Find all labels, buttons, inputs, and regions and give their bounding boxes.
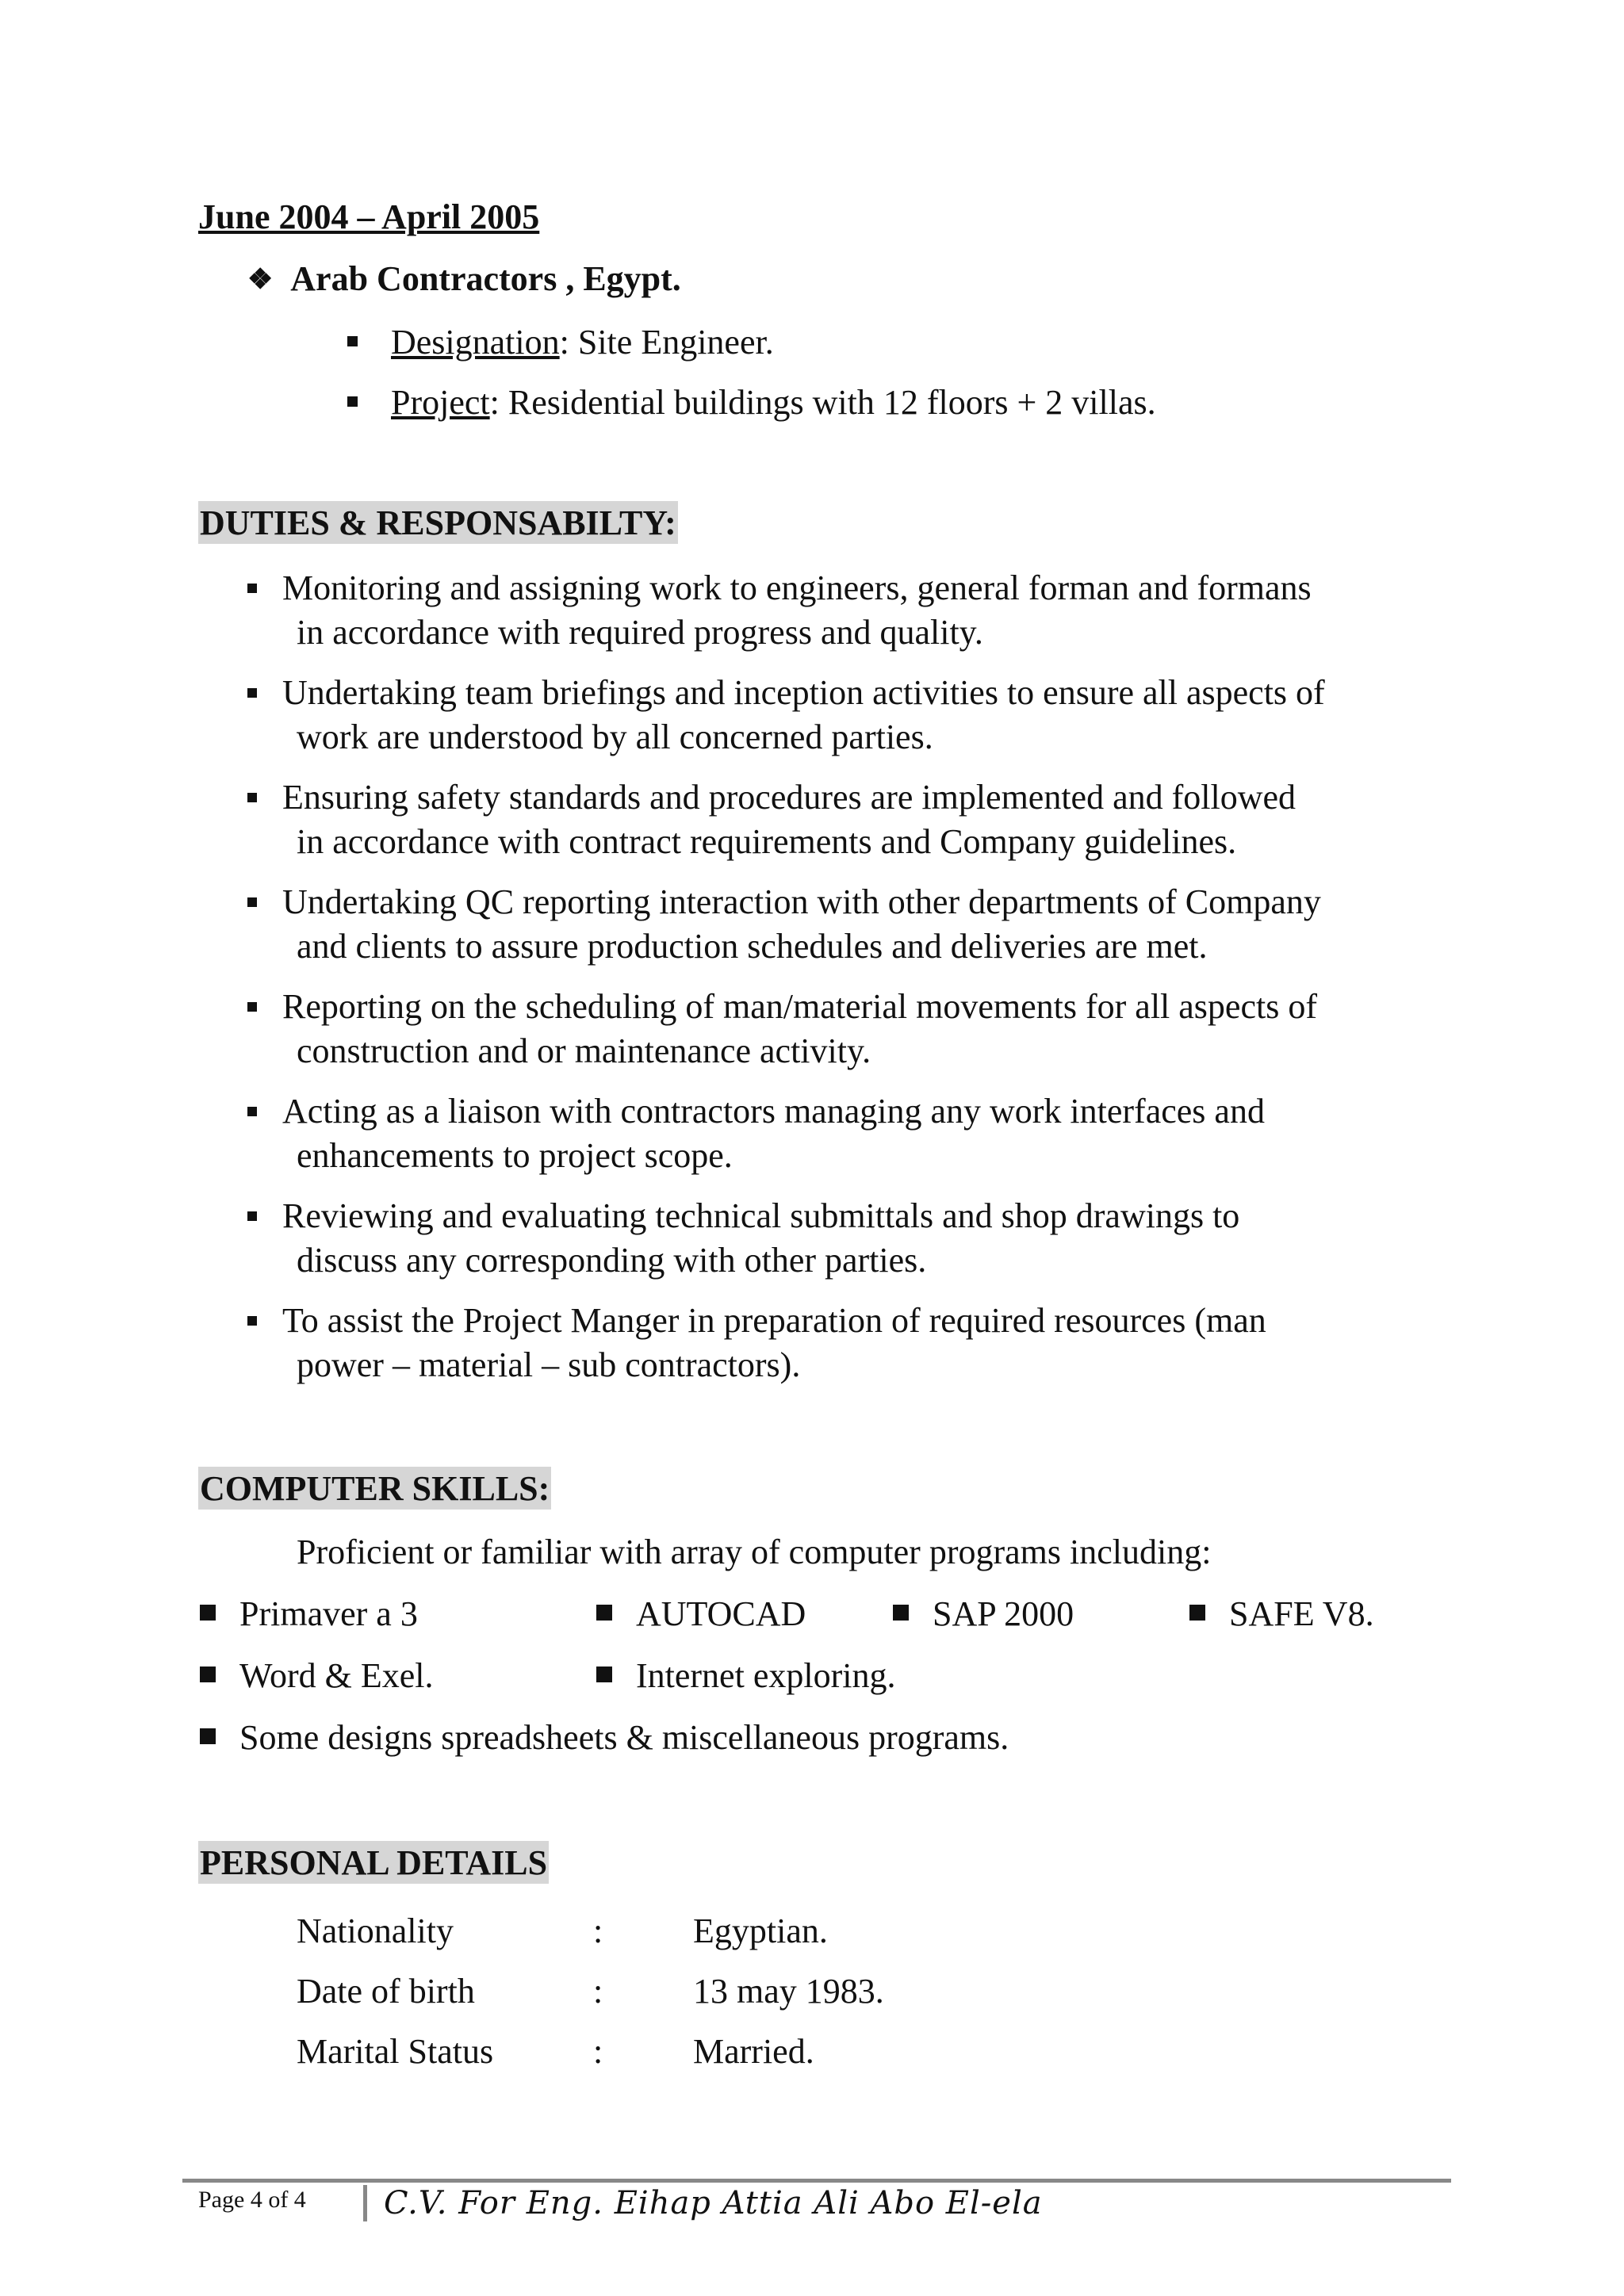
skills-intro: Proficient or familiar with array of computer programs including: bbox=[297, 1533, 1212, 1571]
skill-item: SAFE V8. bbox=[1189, 1594, 1374, 1634]
skill-item: SAP 2000 bbox=[893, 1594, 1074, 1634]
square-bullet-icon bbox=[247, 1211, 257, 1221]
duties-list bbox=[247, 566, 1437, 1403]
designation-label: Designation bbox=[391, 323, 560, 362]
black-square-bullet-icon bbox=[200, 1667, 216, 1682]
footer-divider bbox=[363, 2185, 367, 2221]
square-bullet-icon bbox=[247, 584, 257, 593]
square-bullet-icon bbox=[247, 688, 257, 698]
square-bullet-icon bbox=[247, 1002, 257, 1012]
duty-item: Undertaking team briefings and inception activities to ensure all aspects of work are understood by all concerned parties. bbox=[247, 671, 1437, 760]
experience-date-range: June 2004 – April 2005 bbox=[198, 197, 540, 236]
square-bullet-icon bbox=[347, 336, 358, 346]
detail-separator: : bbox=[593, 1972, 603, 2011]
detail-value: Egyptian. bbox=[693, 1911, 828, 1950]
personal-details-heading: PERSONAL DETAILS bbox=[198, 1841, 549, 1884]
black-square-bullet-icon bbox=[200, 1605, 216, 1621]
skill-item: Internet exploring. bbox=[596, 1655, 895, 1696]
square-bullet-icon bbox=[247, 897, 257, 907]
footer-rule bbox=[182, 2179, 1451, 2183]
diamond-bullet-icon: ❖ bbox=[247, 262, 274, 295]
skill-item: Some designs spreadsheets & miscellaneous programs. bbox=[200, 1717, 1009, 1758]
detail-label: Marital Status bbox=[297, 2032, 494, 2071]
duty-item: To assist the Project Manger in preparation of required resources (man power – material – sub contractors). bbox=[247, 1299, 1437, 1387]
square-bullet-icon bbox=[347, 396, 358, 407]
designation-value: : Site Engineer. bbox=[559, 323, 774, 362]
duty-item: Reporting on the scheduling of man/material movements for all aspects of construction and or maintenance activity. bbox=[247, 985, 1437, 1073]
duty-item: Undertaking QC reporting interaction with other departments of Company and clients to assure production schedules and deliveries are met. bbox=[247, 880, 1437, 969]
duties-heading: DUTIES & RESPONSABILTY: bbox=[198, 501, 678, 544]
duty-item: Reviewing and evaluating technical submittals and shop drawings to discuss any corresponding with other parties. bbox=[247, 1194, 1437, 1283]
square-bullet-icon bbox=[247, 793, 257, 802]
project-line bbox=[347, 382, 1156, 423]
designation-line bbox=[347, 322, 774, 362]
skill-item: Word & Exel. bbox=[200, 1655, 434, 1696]
detail-value: Married. bbox=[693, 2032, 814, 2071]
black-square-bullet-icon bbox=[1189, 1605, 1205, 1621]
detail-separator: : bbox=[593, 2032, 603, 2071]
footer-cv-title: C.V. For Eng. Eihap Attia Ali Abo El-ela bbox=[384, 2185, 1043, 2221]
detail-separator: : bbox=[593, 1911, 603, 1950]
skill-item: AUTOCAD bbox=[596, 1594, 806, 1634]
duty-item: Monitoring and assigning work to engineers, general forman and formans in accordance with required progress and quality. bbox=[247, 566, 1437, 655]
computer-skills-heading: COMPUTER SKILLS: bbox=[198, 1467, 551, 1510]
square-bullet-icon bbox=[247, 1316, 257, 1326]
project-value: : Residential buildings with 12 floors + 2 villas. bbox=[489, 383, 1156, 422]
detail-label: Nationality bbox=[297, 1911, 454, 1950]
skill-item: Primaver a 3 bbox=[200, 1594, 418, 1634]
black-square-bullet-icon bbox=[596, 1605, 612, 1621]
project-label: Project bbox=[391, 383, 490, 422]
detail-label: Date of birth bbox=[297, 1972, 475, 2011]
footer-page-number: Page 4 of 4 bbox=[198, 2187, 306, 2213]
black-square-bullet-icon bbox=[893, 1605, 909, 1621]
duty-item: Ensuring safety standards and procedures are implemented and followed in accordance with contract requirements and Company guidelines. bbox=[247, 775, 1437, 864]
duty-item: Acting as a liaison with contractors managing any work interfaces and enhancements to project scope. bbox=[247, 1089, 1437, 1178]
employer-name: Arab Contractors , Egypt. bbox=[290, 259, 681, 298]
detail-value: 13 may 1983. bbox=[693, 1972, 884, 2011]
black-square-bullet-icon bbox=[200, 1728, 216, 1744]
black-square-bullet-icon bbox=[596, 1667, 612, 1682]
employer-line bbox=[247, 258, 681, 299]
square-bullet-icon bbox=[247, 1107, 257, 1116]
